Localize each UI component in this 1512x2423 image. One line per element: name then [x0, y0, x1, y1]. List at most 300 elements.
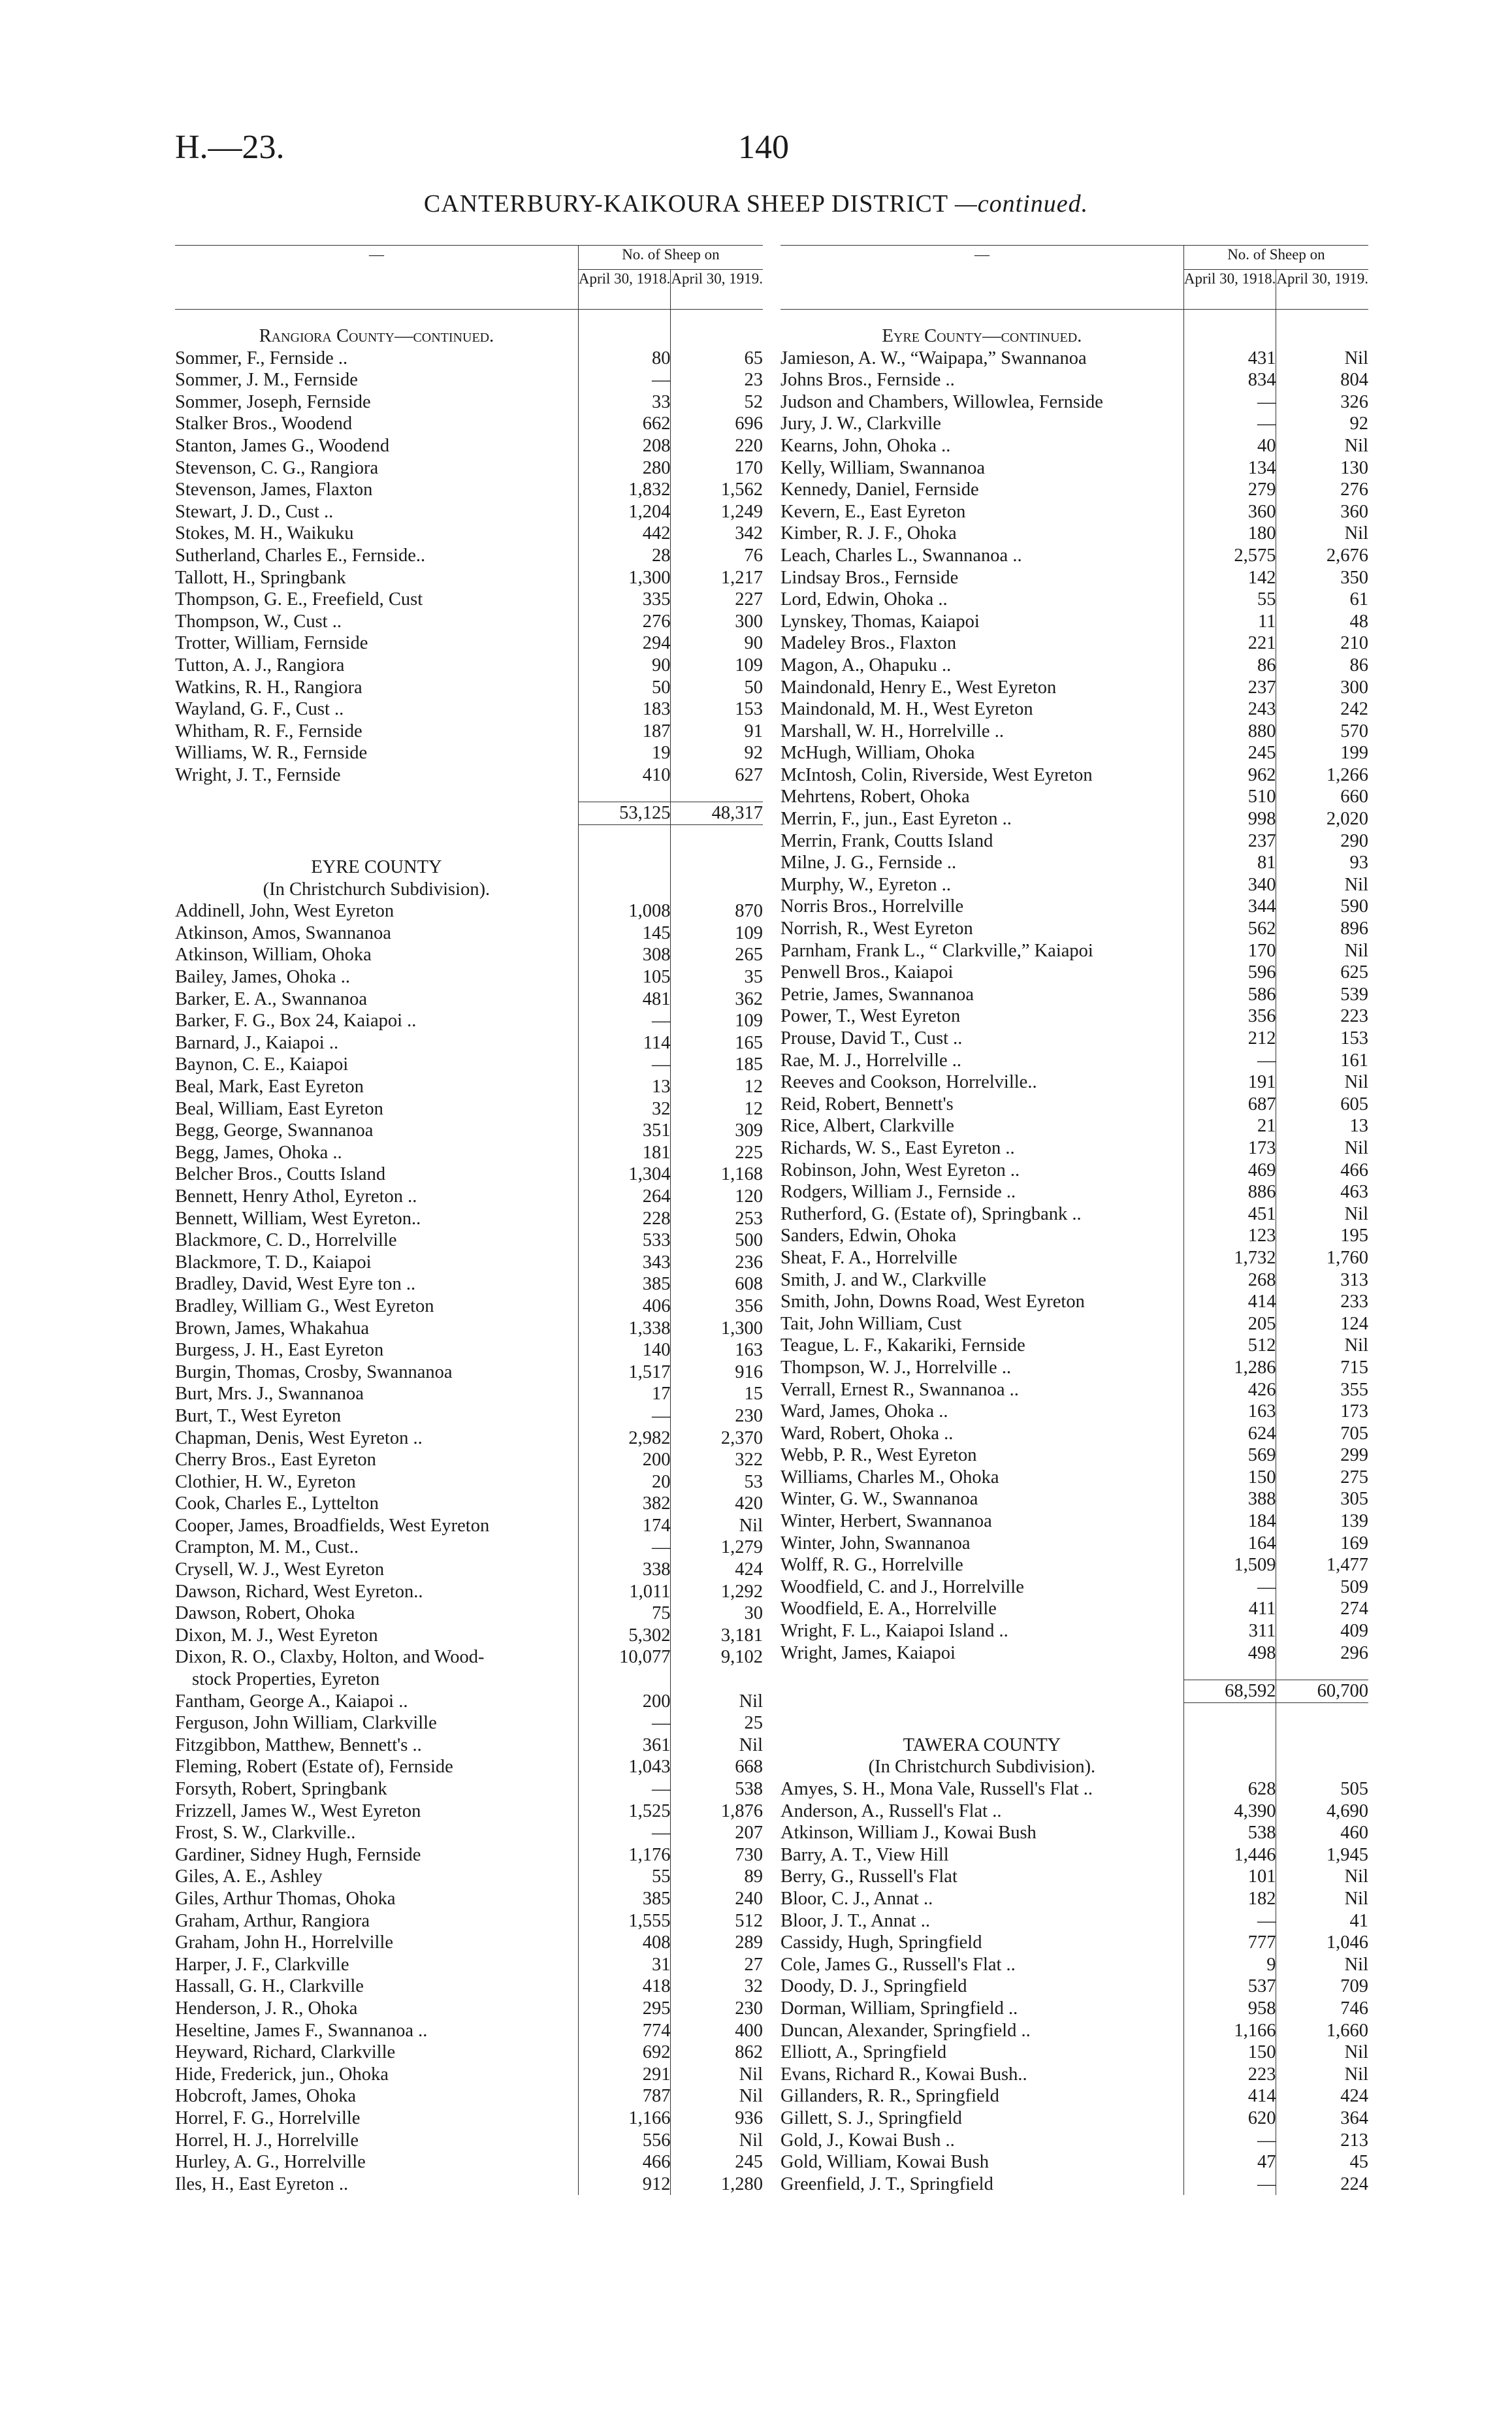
sheep-1919: 309 — [671, 1120, 763, 1142]
sheep-1919: 76 — [671, 545, 763, 567]
sheep-1919: 139 — [1276, 1510, 1368, 1533]
owner-name: Gardiner, Sidney Hugh, Fernside — [175, 1844, 421, 1865]
sheep-1919: Nil — [671, 2085, 763, 2107]
table-row — [780, 1379, 1368, 1401]
page-title-suffix: —continued. — [954, 190, 1089, 218]
table-row — [175, 1098, 763, 1120]
sheep-1918: 276 — [578, 611, 671, 633]
sheep-1918: 221 — [1183, 632, 1276, 655]
spacer-row — [175, 841, 763, 856]
table-row — [175, 988, 763, 1011]
table-row — [175, 1712, 763, 1734]
sheep-1919: 230 — [671, 1998, 763, 2020]
sheep-1918: — — [1183, 1050, 1276, 1072]
sheep-1919 — [671, 1668, 763, 1691]
owner-name: Maindonald, M. H., West Eyreton — [780, 699, 1033, 720]
sheep-1919: 538 — [671, 1778, 763, 1800]
sheep-1918: — — [578, 369, 671, 391]
sheep-1918: 886 — [1183, 1181, 1276, 1203]
sheep-1918: 228 — [578, 1208, 671, 1230]
sheep-1918: 163 — [1183, 1401, 1276, 1423]
owner-name: Robinson, John, West Eyreton .. — [780, 1160, 1020, 1180]
sheep-1918: 998 — [1183, 808, 1276, 830]
sheep-1919: 48 — [1276, 611, 1368, 633]
sheep-1919: 27 — [671, 1954, 763, 1976]
table-row — [175, 1339, 763, 1361]
table-row — [175, 1998, 763, 2020]
sheep-1918: 90 — [578, 655, 671, 677]
sheep-1918: 1,166 — [1183, 2020, 1276, 2042]
sheep-1919: 350 — [1276, 567, 1368, 589]
left-section2-subheading-row — [175, 879, 763, 901]
sheep-1919: 1,046 — [1276, 1932, 1368, 1954]
sheep-1918: 562 — [1183, 918, 1276, 940]
empty-cell — [175, 825, 578, 841]
sheep-1918: 33 — [578, 391, 671, 414]
empty-cell — [1183, 1664, 1276, 1680]
table-row — [780, 1115, 1368, 1137]
sheep-1918: — — [578, 1778, 671, 1800]
table-row — [175, 545, 763, 567]
sheep-1918: 388 — [1183, 1488, 1276, 1510]
owner-name: Norrish, R., West Eyreton — [780, 919, 973, 939]
sheep-1919: Nil — [1276, 874, 1368, 896]
owner-name: Brown, James, Whakahua — [175, 1318, 370, 1339]
sheep-1918: 17 — [578, 1383, 671, 1405]
owner-name: Wright, F. L., Kaiapoi Island .. — [780, 1621, 1008, 1642]
sheep-1919: 32 — [671, 1976, 763, 1998]
sheep-1918: 382 — [578, 1493, 671, 1515]
table-row — [175, 677, 763, 699]
sheep-1918: 687 — [1183, 1094, 1276, 1116]
table-row — [175, 698, 763, 721]
sheep-1918: 183 — [578, 698, 671, 721]
sheep-1919: 804 — [1276, 369, 1368, 391]
empty-cell — [671, 786, 763, 802]
sheep-1919: 90 — [671, 632, 763, 655]
empty-cell — [671, 856, 763, 879]
sheep-1918: 880 — [1183, 721, 1276, 743]
sheep-1918: 1,166 — [578, 2107, 671, 2130]
owner-name: Burgin, Thomas, Crosby, Swannanoa — [175, 1361, 453, 1382]
owner-name: Crysell, W. J., West Eyreton — [175, 1559, 385, 1580]
empty-cell — [578, 325, 671, 348]
right-section2-subheading: (In Christchurch Subdivision). — [868, 1757, 1096, 1778]
table-row — [175, 632, 763, 655]
sheep-1919: 245 — [671, 2151, 763, 2173]
table-row — [780, 589, 1368, 611]
owner-name: Barker, E. A., Swannanoa — [175, 988, 368, 1009]
sheep-1918: 174 — [578, 1515, 671, 1537]
owner-name: Winter, G. W., Swannanoa — [780, 1489, 978, 1510]
sheep-1919: 509 — [1276, 1576, 1368, 1599]
empty-cell — [578, 825, 671, 841]
sheep-1918: 1,011 — [578, 1581, 671, 1603]
owner-name: Lindsay Bros., Fernside — [780, 567, 959, 588]
sheep-1918: 624 — [1183, 1423, 1276, 1445]
owner-name: Addinell, John, West Eyreton — [175, 901, 394, 922]
sheep-1919: 109 — [671, 1010, 763, 1032]
table-row — [780, 742, 1368, 764]
owner-name: Winter, Herbert, Swannanoa — [780, 1511, 992, 1532]
sheep-1919: 224 — [1276, 2173, 1368, 2196]
sheep-1919: Nil — [671, 1691, 763, 1713]
owner-name: Tutton, A. J., Rangiora — [175, 655, 345, 675]
table-row — [175, 1668, 763, 1691]
sheep-1918: 556 — [578, 2130, 671, 2152]
empty-cell — [578, 879, 671, 901]
owner-name: Mehrtens, Robert, Ohoka — [780, 787, 970, 807]
sheep-1918: — — [1183, 391, 1276, 414]
owner-name: Evans, Richard R., Kowai Bush.. — [780, 2064, 1027, 2085]
owner-name: Kevern, E., East Eyreton — [780, 501, 966, 522]
sheep-1918: 962 — [1183, 764, 1276, 787]
owner-name: Graham, Arthur, Rangiora — [175, 1910, 370, 1931]
table-row — [780, 2130, 1368, 2152]
table-row — [175, 1010, 763, 1032]
table-row — [780, 1998, 1368, 2020]
sheep-1919: 199 — [1276, 742, 1368, 764]
owner-name: Dawson, Richard, West Eyreton.. — [175, 1581, 423, 1602]
sheep-1919: Nil — [1276, 1888, 1368, 1910]
table-row — [780, 1160, 1368, 1182]
table-row — [175, 1361, 763, 1384]
sheep-1918: 19 — [578, 742, 671, 764]
sheep-1918: 295 — [578, 1998, 671, 2020]
owner-name: Doody, D. J., Springfield — [780, 1976, 967, 1997]
sheep-1919: 1,477 — [1276, 1554, 1368, 1576]
sheep-1919: 709 — [1276, 1976, 1368, 1998]
sheep-1919: Nil — [1276, 435, 1368, 457]
owner-name: Woodfield, E. A., Horrelville — [780, 1599, 997, 1619]
table-row — [175, 966, 763, 988]
sheep-1918: 1,509 — [1183, 1554, 1276, 1576]
table-row — [780, 1291, 1368, 1313]
sheep-1918: 9 — [1183, 1954, 1276, 1976]
sheep-1919: 276 — [1276, 479, 1368, 501]
owner-name: Bloor, C. J., Annat .. — [780, 1888, 933, 1909]
owner-name: Bennett, William, West Eyreton.. — [175, 1208, 421, 1229]
table-row — [780, 1778, 1368, 1800]
owner-name: Barry, A. T., View Hill — [780, 1844, 949, 1865]
sheep-1918: — — [1183, 1576, 1276, 1599]
table-row — [780, 1620, 1368, 1642]
empty-cell — [1183, 1719, 1276, 1734]
sheep-1919: 305 — [1276, 1488, 1368, 1510]
owner-name: Murphy, W., Eyreton .. — [780, 874, 951, 895]
sheep-1918: 385 — [578, 1273, 671, 1295]
owner-name: Trotter, William, Fernside — [175, 633, 368, 654]
sheep-1918: 834 — [1183, 369, 1276, 391]
sheep-1919: 896 — [1276, 918, 1368, 940]
owner-name: Hobcroft, James, Ohoka — [175, 2086, 357, 2107]
sheep-1918: 344 — [1183, 896, 1276, 918]
sheep-1918: 86 — [1183, 655, 1276, 677]
table-row — [175, 1163, 763, 1186]
sheep-1919: 364 — [1276, 2107, 1368, 2130]
sheep-1918: 5,302 — [578, 1625, 671, 1647]
sheep-1918: 1,555 — [578, 1910, 671, 1932]
table-row — [780, 830, 1368, 853]
table-row — [175, 1383, 763, 1405]
sheep-1918: 510 — [1183, 786, 1276, 808]
total-row — [175, 802, 763, 825]
table-row — [780, 1094, 1368, 1116]
owner-name: Merrin, Frank, Coutts Island — [780, 830, 993, 851]
sheep-1918: 28 — [578, 545, 671, 567]
owner-name: Chapman, Denis, West Eyreton .. — [175, 1427, 423, 1448]
sheep-1918: 47 — [1183, 2151, 1276, 2173]
owner-name: Stokes, M. H., Waikuku — [175, 523, 354, 544]
total-1918: 53,125 — [578, 802, 671, 825]
table-row — [175, 1932, 763, 1954]
sheep-1918: 1,525 — [578, 1800, 671, 1823]
sheep-1919: 300 — [671, 611, 763, 633]
owner-name: Lord, Edwin, Ohoka .. — [780, 589, 948, 610]
page-title — [0, 189, 1512, 218]
left-section2-heading: EYRE COUNTY — [311, 857, 442, 878]
table-row — [780, 962, 1368, 984]
owner-name: Whitham, R. F., Fernside — [175, 721, 362, 741]
owner-name: Ward, James, Ohoka .. — [780, 1401, 948, 1422]
sheep-1918: 10,077 — [578, 1646, 671, 1668]
owner-name: Tait, John William, Cust — [780, 1313, 962, 1334]
sheep-1919: 705 — [1276, 1423, 1368, 1445]
owner-name: Clothier, H. W., Eyreton — [175, 1471, 356, 1492]
owner-name: McIntosh, Colin, Riverside, West Eyreton — [780, 764, 1093, 785]
table-row — [780, 1357, 1368, 1379]
sheep-1919: 213 — [1276, 2130, 1368, 2152]
sheep-1919: 65 — [671, 348, 763, 370]
owner-name: Fitzgibbon, Matthew, Bennett's .. — [175, 1734, 422, 1755]
table-row — [780, 874, 1368, 896]
sheep-1918: 11 — [1183, 611, 1276, 633]
empty-cell — [1276, 1756, 1368, 1778]
empty-cell — [578, 786, 671, 802]
sheep-1918: 40 — [1183, 435, 1276, 457]
owner-name: Iles, H., East Eyreton .. — [175, 2173, 349, 2194]
table-row — [780, 1423, 1368, 1445]
sheep-1919: 3,181 — [671, 1625, 763, 1647]
owner-name: Sanders, Edwin, Ohoka — [780, 1226, 957, 1246]
sheep-1919: 169 — [1276, 1533, 1368, 1555]
table-row — [780, 523, 1368, 545]
owner-name: Blackmore, T. D., Kaiapoi — [175, 1252, 372, 1273]
sheep-1918: 442 — [578, 523, 671, 545]
owner-name: Heseltine, James F., Swannanoa .. — [175, 2020, 428, 2041]
empty-cell — [175, 802, 578, 825]
sheep-1919: 505 — [1276, 1778, 1368, 1800]
sheep-1919: Nil — [1276, 2064, 1368, 2086]
sheep-1918: 142 — [1183, 567, 1276, 589]
table-row — [780, 2151, 1368, 2173]
table-row — [780, 1510, 1368, 1533]
sheep-1918: 205 — [1183, 1313, 1276, 1335]
sheep-1919: 23 — [671, 369, 763, 391]
owner-name: Fleming, Robert (Estate of), Fernside — [175, 1757, 453, 1778]
sheep-1918: 237 — [1183, 830, 1276, 853]
table-row — [780, 435, 1368, 457]
owner-name: Sommer, F., Fernside .. — [175, 348, 348, 368]
sheep-1919: 45 — [1276, 2151, 1368, 2173]
table-row — [175, 2064, 763, 2086]
table-row — [175, 2151, 763, 2173]
sheep-1918: 692 — [578, 2041, 671, 2064]
sheep-1919: 227 — [671, 589, 763, 611]
sheep-1919: 539 — [1276, 984, 1368, 1006]
table-row — [780, 721, 1368, 743]
sheep-1919: 590 — [1276, 896, 1368, 918]
sheep-1919: 173 — [1276, 1401, 1368, 1423]
sheep-1918: 191 — [1183, 1071, 1276, 1094]
sheep-1919: 290 — [1276, 830, 1368, 853]
table-row — [780, 2020, 1368, 2042]
sheep-1918: 451 — [1183, 1203, 1276, 1226]
owner-name: Begg, James, Ohoka .. — [175, 1142, 342, 1163]
sheep-1919: 660 — [1276, 786, 1368, 808]
right-header-blank: — — [780, 246, 1183, 310]
table-row — [780, 2041, 1368, 2064]
table-row — [175, 1471, 763, 1493]
total-1918: 68,592 — [1183, 1680, 1276, 1703]
sheep-1918: 279 — [1183, 479, 1276, 501]
sheep-1919: Nil — [671, 2064, 763, 2086]
table-row — [175, 1778, 763, 1800]
table-row — [175, 944, 763, 966]
owner-name: Harper, J. F., Clarkville — [175, 1954, 349, 1975]
sheep-1918: 628 — [1183, 1778, 1276, 1800]
sheep-1919: 207 — [671, 1822, 763, 1844]
sheep-1919: Nil — [671, 2130, 763, 2152]
owner-name: Horrel, F. G., Horrelville — [175, 2107, 361, 2128]
table-row — [780, 2107, 1368, 2130]
table-row — [175, 1581, 763, 1603]
sheep-1918: — — [578, 1054, 671, 1076]
table-row — [780, 413, 1368, 435]
owner-name: Parnham, Frank L., “ Clarkville,” Kaiapoi — [780, 940, 1093, 961]
right-section1-heading-row — [780, 325, 1368, 348]
table-row — [175, 1405, 763, 1427]
empty-cell — [1183, 310, 1276, 326]
sheep-1919: 185 — [671, 1054, 763, 1076]
owner-name: Rutherford, G. (Estate of), Springbank .. — [780, 1203, 1082, 1224]
sheep-1919: 4,690 — [1276, 1800, 1368, 1823]
sheep-1918: 150 — [1183, 1467, 1276, 1489]
owner-name: Penwell Bros., Kaiapoi — [780, 962, 954, 983]
sheep-1918: 958 — [1183, 1998, 1276, 2020]
sheep-1919: 86 — [1276, 655, 1368, 677]
owner-name: Leach, Charles L., Swannanoa .. — [780, 545, 1022, 566]
sheep-1919: 92 — [1276, 413, 1368, 435]
sheep-1919: 1,266 — [1276, 764, 1368, 787]
empty-cell — [671, 825, 763, 841]
owner-name: Kimber, R. J. F., Ohoka — [780, 523, 957, 544]
empty-cell — [780, 1680, 1183, 1703]
sheep-1918: 212 — [1183, 1028, 1276, 1050]
owner-name: Richards, W. S., East Eyreton .. — [780, 1137, 1015, 1158]
sheep-1919: 605 — [1276, 1094, 1368, 1116]
right-header-group: No. of Sheep on — [1183, 246, 1368, 270]
empty-cell — [1183, 1756, 1276, 1778]
empty-cell — [780, 1664, 1183, 1680]
sheep-1918: 13 — [578, 1076, 671, 1098]
owner-name: Kelly, William, Swannanoa — [780, 457, 986, 478]
sheep-1918: 200 — [578, 1691, 671, 1713]
sheep-1919: 91 — [671, 721, 763, 743]
owner-name: Norris Bros., Horrelville — [780, 896, 964, 917]
sheep-1918: — — [578, 1405, 671, 1427]
table-row — [780, 1932, 1368, 1954]
table-row — [780, 1335, 1368, 1357]
sheep-1919: 1,945 — [1276, 1844, 1368, 1866]
table-row — [175, 1691, 763, 1713]
owner-name: Sommer, J. M., Fernside — [175, 370, 358, 391]
empty-cell — [1183, 1734, 1276, 1757]
owner-name: Wright, James, Kaiapoi — [780, 1642, 956, 1663]
table-row — [780, 1203, 1368, 1226]
table-row — [175, 391, 763, 414]
sheep-1918: 1,176 — [578, 1844, 671, 1866]
empty-cell — [671, 325, 763, 348]
table-row — [780, 1533, 1368, 1555]
left-section2-subheading: (In Christchurch Subdivision). — [263, 879, 491, 900]
sheep-1919: 420 — [671, 1493, 763, 1515]
owner-name: Thompson, W. J., Horrelville .. — [780, 1357, 1012, 1378]
right-section1-heading: Eyre County—continued. — [882, 326, 1082, 346]
empty-cell — [1276, 325, 1368, 348]
right-header-1918: April 30, 1918. — [1183, 270, 1276, 310]
table-row — [780, 1225, 1368, 1247]
owner-name: Bloor, J. T., Annat .. — [780, 1910, 930, 1931]
table-row — [780, 457, 1368, 480]
sheep-1919: Nil — [1276, 940, 1368, 962]
empty-cell — [175, 786, 578, 802]
sheep-1919: 153 — [671, 698, 763, 721]
sheep-1919: 500 — [671, 1229, 763, 1252]
table-row — [175, 1076, 763, 1098]
table-row — [780, 369, 1368, 391]
empty-cell — [578, 856, 671, 879]
table-row — [175, 1449, 763, 1471]
empty-cell — [1276, 1702, 1368, 1719]
table-row — [175, 1646, 763, 1668]
sheep-1919: 230 — [671, 1405, 763, 1427]
left-table-body — [175, 310, 763, 2196]
sheep-1919: 2,370 — [671, 1427, 763, 1450]
empty-cell — [780, 310, 1183, 326]
table-row — [780, 1028, 1368, 1050]
right-section2-heading-row — [780, 1734, 1368, 1757]
sheep-1919: Nil — [1276, 1203, 1368, 1226]
sheep-1919: 35 — [671, 966, 763, 988]
table-row — [780, 1800, 1368, 1823]
sheep-1919: Nil — [1276, 1335, 1368, 1357]
owner-name: Stewart, J. D., Cust .. — [175, 501, 334, 522]
table-row — [175, 1515, 763, 1537]
owner-name: Stalker Bros., Woodend — [175, 414, 353, 434]
sheep-1919: 165 — [671, 1032, 763, 1054]
sheep-1918: 31 — [578, 1954, 671, 1976]
table-row — [175, 435, 763, 457]
sheep-1918: 101 — [1183, 1866, 1276, 1888]
sheep-1918: 777 — [1183, 1932, 1276, 1954]
owner-name: Kearns, John, Ohoka .. — [780, 435, 951, 456]
sheep-1919: Nil — [1276, 523, 1368, 545]
table-row — [780, 698, 1368, 721]
sheep-1918: 338 — [578, 1559, 671, 1581]
table-row — [780, 1488, 1368, 1510]
owner-name: Bradley, William G., West Eyreton — [175, 1295, 434, 1316]
